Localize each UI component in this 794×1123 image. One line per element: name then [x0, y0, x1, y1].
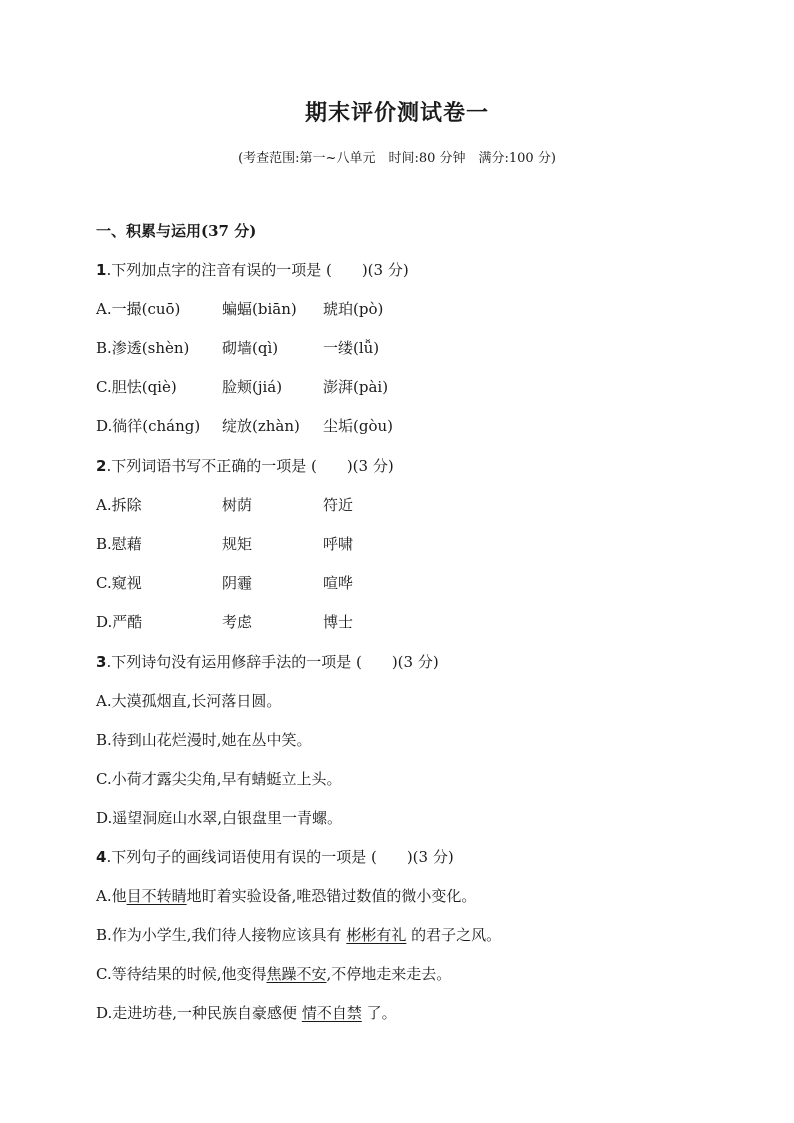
- option-text: A.他: [96, 887, 127, 905]
- option-item: 考虑: [222, 613, 253, 631]
- option-item: 博士: [323, 613, 354, 631]
- option-item: 呼啸: [323, 535, 354, 553]
- underlined-phrase: 目不转睛: [126, 887, 187, 905]
- option-item: [96, 924, 501, 945]
- option-item: A.一撮(cuō): [96, 300, 181, 318]
- option-item: [96, 885, 476, 906]
- option-item: 符近: [323, 496, 354, 514]
- exam-info: (考查范围:第一~八单元 时间:80 分钟 满分:100 分): [238, 151, 556, 166]
- option-item: D.严酷: [96, 613, 143, 631]
- option-item: 砌墙(qì): [222, 339, 279, 357]
- question-number: 3: [96, 653, 107, 671]
- option-item: A.大漠孤烟直,长河落日圆。: [96, 692, 282, 710]
- question-stem: .下列词语书写不正确的一项是 ( )(3 分): [106, 457, 394, 475]
- underlined-phrase: 焦躁不安: [266, 965, 327, 983]
- option-text: B.作为小学生,我们待人接物应该具有: [96, 926, 347, 944]
- option-text: D.走进坊巷,一种民族自豪感便: [96, 1004, 302, 1022]
- option-item: 阴霾: [222, 574, 253, 592]
- question-3: [96, 651, 439, 672]
- option-text: ,不停地走来走去。: [326, 965, 452, 983]
- underlined-phrase: 彬彬有礼: [346, 926, 407, 944]
- option-text: 地盯着实验设备,唯恐错过数值的微小变化。: [186, 887, 477, 905]
- option-item: A.拆除: [96, 496, 142, 514]
- question-number: 1: [96, 261, 107, 279]
- option-item: 规矩: [222, 535, 253, 553]
- option-text: C.等待结果的时候,他变得: [96, 965, 267, 983]
- option-item: 喧哗: [323, 574, 354, 592]
- question-stem: .下列句子的画线词语使用有误的一项是 ( )(3 分): [106, 848, 454, 866]
- option-item: D.徜徉(cháng): [96, 417, 201, 435]
- question-2: [96, 455, 394, 476]
- question-number: 4: [96, 848, 107, 866]
- question-1: [96, 259, 409, 280]
- option-item: 尘垢(gòu): [323, 417, 393, 435]
- option-item: C.窥视: [96, 574, 142, 592]
- option-item: 一缕(lǚ): [323, 339, 380, 357]
- question-4: [96, 846, 454, 867]
- question-stem: .下列诗句没有运用修辞手法的一项是 ( )(3 分): [106, 653, 439, 671]
- underlined-phrase: 情不自禁: [301, 1004, 362, 1022]
- option-text: 了。: [361, 1004, 397, 1022]
- option-item: B.待到山花烂漫时,她在丛中笑。: [96, 731, 312, 749]
- option-item: 树荫: [222, 496, 253, 514]
- page-title: 期末评价测试卷一: [304, 100, 489, 126]
- option-item: C.小荷才露尖尖角,早有蜻蜓立上头。: [96, 770, 342, 788]
- option-item: 脸颊(jiá): [222, 378, 283, 396]
- option-item: 澎湃(pài): [323, 378, 389, 396]
- question-number: 2: [96, 457, 107, 475]
- option-item: 蝙蝠(biān): [222, 300, 297, 318]
- option-text: 的君子之风。: [406, 926, 502, 944]
- question-stem: .下列加点字的注音有误的一项是 ( )(3 分): [106, 261, 409, 279]
- option-item: 绽放(zhàn): [222, 417, 300, 435]
- option-item: 琥珀(pò): [323, 300, 384, 318]
- option-item: C.胆怯(qiè): [96, 378, 177, 396]
- option-item: [96, 963, 451, 984]
- option-item: B.慰藉: [96, 535, 142, 553]
- section-heading: 一、积累与运用(37 分): [96, 222, 257, 240]
- option-item: D.遥望洞庭山水翠,白银盘里一青螺。: [96, 809, 343, 827]
- option-item: B.渗透(shèn): [96, 339, 190, 357]
- option-item: [96, 1002, 397, 1023]
